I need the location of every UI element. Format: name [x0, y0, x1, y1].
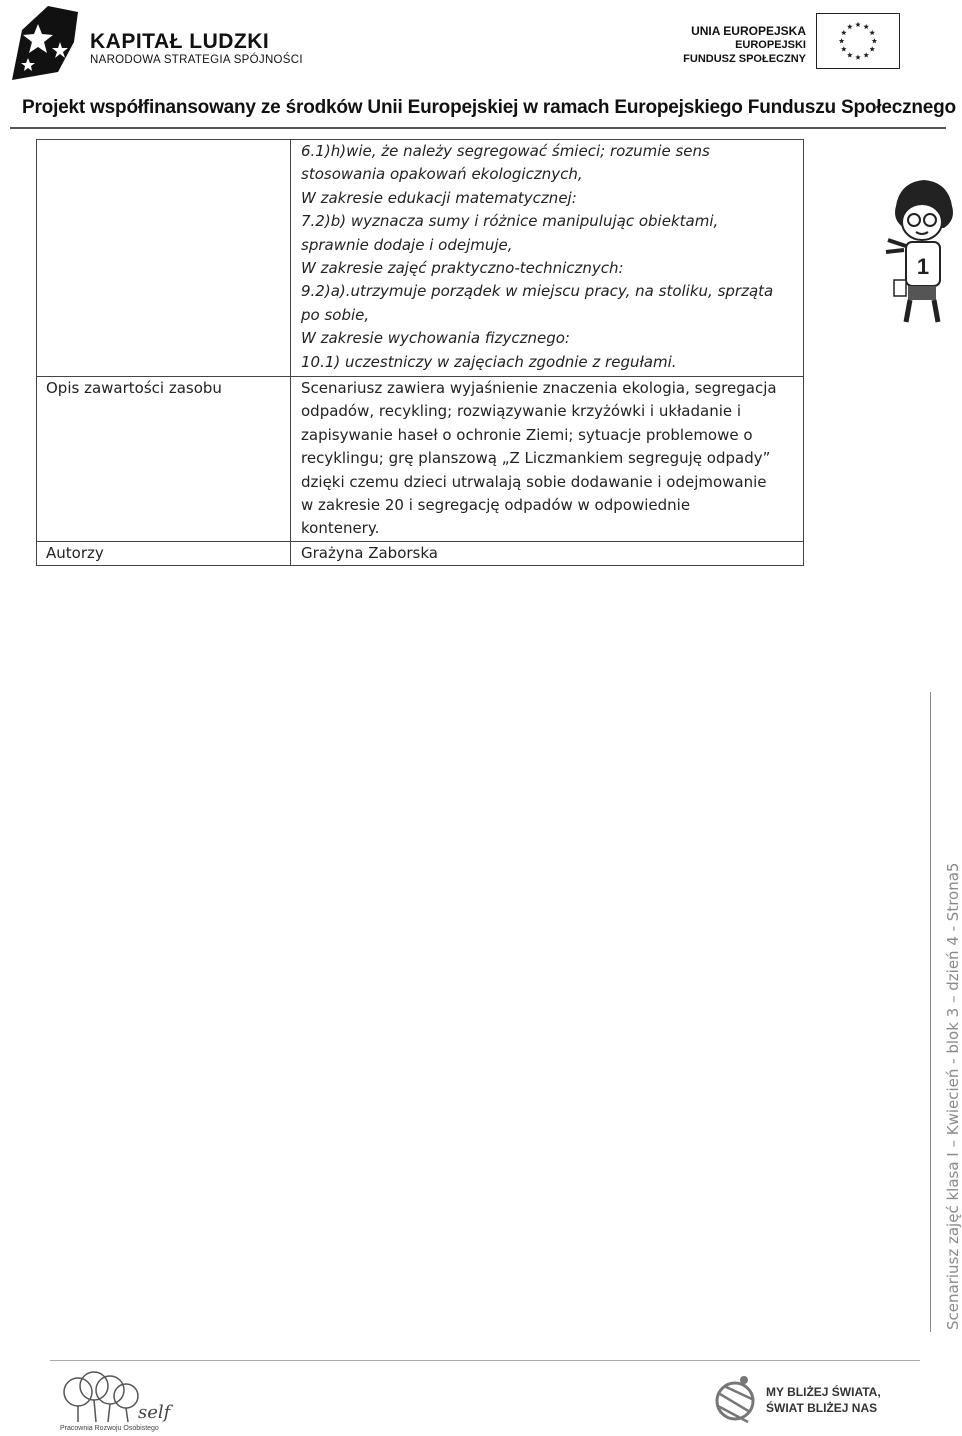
- opis-line: dzięki czemu dzieci utrwalają sobie dodawanie i odejmowanie: [301, 472, 767, 491]
- svg-text:self: self: [138, 1402, 171, 1423]
- header-divider: [10, 127, 946, 129]
- eu-star-icon: [869, 46, 875, 51]
- opis-line: Scenariusz zawiera wyjaśnienie znaczenia ekologia, segregacja: [301, 379, 777, 397]
- table-cell-empty: [37, 140, 291, 377]
- opis-line: zapisywanie haseł o ochronie Ziemi; sytuacje problemowe o: [301, 425, 753, 444]
- goal-line: 9.2)a).utrzymuje porządek w miejscu pracy, na stoliku, sprząta: [301, 282, 774, 301]
- goal-line: 7.2)b) wyznacza sumy i różnice manipulując obiektami,: [301, 212, 719, 231]
- eu-label-line1: UNIA EUROPEJSKA: [691, 24, 806, 38]
- opis-line: odpadów, recykling; rozwiązywanie krzyżówki i układanie i: [301, 402, 742, 421]
- eu-fund-label: [606, 24, 806, 66]
- mascot-character-icon: [882, 176, 960, 326]
- goal-line: 6.1)h)wie, że należy segregować śmieci; rozumie sens: [301, 142, 710, 160]
- side-footer-text: Scenariusz zajęć klasa I – Kwiecień - blok 3 – dzień 4 - Strona5: [944, 862, 962, 1330]
- mb-line1: MY BLIŻEJ ŚWIATA,: [766, 1385, 881, 1399]
- opis-line: recyklingu; grę planszową „Z Liczmankiem segreguję odpady”: [301, 449, 771, 468]
- autorzy-value: Grażyna Zaborska: [291, 541, 804, 565]
- curriculum-goals-cell: [291, 140, 804, 377]
- goal-line: 10.1) uczestniczy w zajęciach zgodnie z regułami.: [301, 352, 677, 371]
- eu-star-icon: [855, 55, 860, 60]
- side-divider: [930, 692, 931, 1332]
- eu-label-line3: FUNDUSZ SPOŁECZNY: [683, 53, 806, 65]
- my-blizej-swiata-logo-icon: [708, 1372, 762, 1430]
- table-row: [37, 140, 804, 377]
- cofinancing-statement: Projekt współfinansowany ze środków Unii Europejskiej w ramach Europejskiego Funduszu Społecznego: [22, 97, 956, 118]
- table-row: [37, 377, 804, 542]
- resource-info-table: [36, 139, 804, 566]
- eu-label-line2: EUROPEJSKI: [735, 39, 806, 51]
- eu-star-icon: [841, 46, 847, 51]
- opis-value-cell: [291, 377, 804, 542]
- goal-line: sprawnie dodaje i odejmuje,: [301, 235, 513, 254]
- eu-star-icon: [855, 22, 860, 27]
- self-caption: Pracownia Rozwoju Osobistego: [60, 1425, 159, 1432]
- opis-line: kontenery.: [301, 519, 380, 538]
- mascot-number: 1: [916, 254, 930, 279]
- eu-star-icon: [839, 38, 844, 43]
- eu-star-icon: [863, 52, 868, 57]
- goal-line: W zakresie wychowania fizycznego:: [301, 329, 570, 348]
- goal-line: W zakresie edukacji matematycznej:: [301, 188, 577, 207]
- kapital-ludzki-title: KAPITAŁ LUDZKI: [90, 30, 270, 53]
- eu-flag-icon: [816, 13, 900, 69]
- table-row: [37, 541, 804, 565]
- kapital-ludzki-subtitle: NARODOWA STRATEGIA SPÓJNOŚCI: [90, 54, 303, 66]
- my-blizej-swiata-label: [766, 1384, 881, 1416]
- goal-line: W zakresie zajęć praktyczno-technicznych:: [301, 259, 624, 278]
- mb-line2: ŚWIAT BLIŻEJ NAS: [766, 1401, 878, 1415]
- eu-star-icon: [847, 52, 852, 57]
- eu-star-icon: [869, 30, 875, 35]
- eu-star-icon: [841, 30, 847, 35]
- goal-line: po sobie,: [301, 305, 370, 324]
- eu-star-icon: [863, 24, 868, 29]
- footer-divider: [50, 1360, 920, 1361]
- kapital-ludzki-logo: [8, 2, 82, 84]
- autorzy-label: Autorzy: [37, 541, 291, 565]
- eu-star-icon: [872, 38, 877, 43]
- opis-line: w zakresie 20 i segregację odpadów w odpowiednie: [301, 496, 691, 515]
- eu-star-icon: [847, 24, 852, 29]
- goal-line: stosowania opakowań ekologicznych,: [301, 165, 583, 184]
- opis-label: Opis zawartości zasobu: [37, 377, 291, 542]
